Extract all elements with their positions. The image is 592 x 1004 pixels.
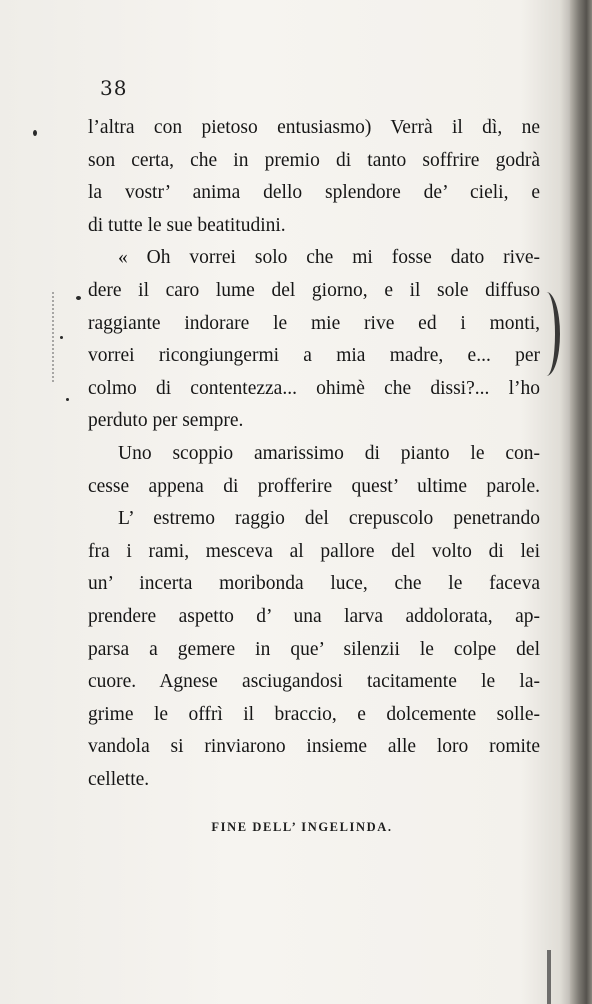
text-line: parsa a gemere in que’ silenzii le colpe del [88, 638, 540, 660]
text-line: l’altra con pietoso entusiasmo) Verrà il dì, ne [88, 117, 540, 138]
book-binding [570, 0, 592, 1004]
text-line: perduto per sempre. [88, 410, 244, 432]
text-line: grime le offrì il braccio, e dolcemente solle- [88, 703, 540, 725]
text-line: vorrei ricongiungermi a mia madre, e... per [88, 345, 540, 367]
text-line: di tutte le sue beatitudini. [88, 214, 286, 236]
text-line: dere il caro lume del giorno, e il sole diffuso [88, 279, 540, 301]
text-line: prendere aspetto d’ una larva addolorata, ap- [88, 605, 540, 627]
text-line: cuore. Agnese asciugandosi tacitamente le la- [88, 671, 540, 693]
ink-speck [76, 296, 81, 300]
ink-bracket-mark [533, 292, 560, 376]
text-line: « Oh vorrei solo che mi fosse dato rive- [118, 247, 540, 269]
text-line: raggiante indorare le mie rive ed i monti, [88, 312, 540, 334]
gutter-shadow [560, 0, 570, 1004]
text-line: son certa, che in premio di tanto soffrire godrà [88, 149, 540, 171]
ink-speck [33, 130, 37, 136]
text-line: colmo di contentezza... ohimè che dissi?... l’ho [88, 377, 540, 399]
ink-speck [66, 398, 69, 401]
page-edge-mark [547, 950, 551, 1004]
text-line: fra i rami, mesceva al pallore del volto di lei [88, 540, 540, 562]
page-number: 38 [100, 76, 128, 100]
text-line: un’ incerta moribonda luce, che le faceva [88, 573, 540, 595]
text-line: vandola si rinviarono insieme alle loro romite [88, 736, 540, 758]
text-line: cesse appena di profferire quest’ ultime parole. [88, 475, 540, 497]
text-line: Uno scoppio amarissimo di pianto le con- [118, 442, 540, 464]
body-text [88, 112, 540, 796]
text-line: la vostr’ anima dello splendore de’ cieli, e [88, 182, 540, 204]
text-line: L’ estremo raggio del crepuscolo penetrando [118, 508, 540, 530]
colophon: FINE DELL’ INGELINDA. [211, 820, 393, 834]
ink-speck [60, 336, 63, 339]
text-line: cellette. [88, 768, 150, 790]
